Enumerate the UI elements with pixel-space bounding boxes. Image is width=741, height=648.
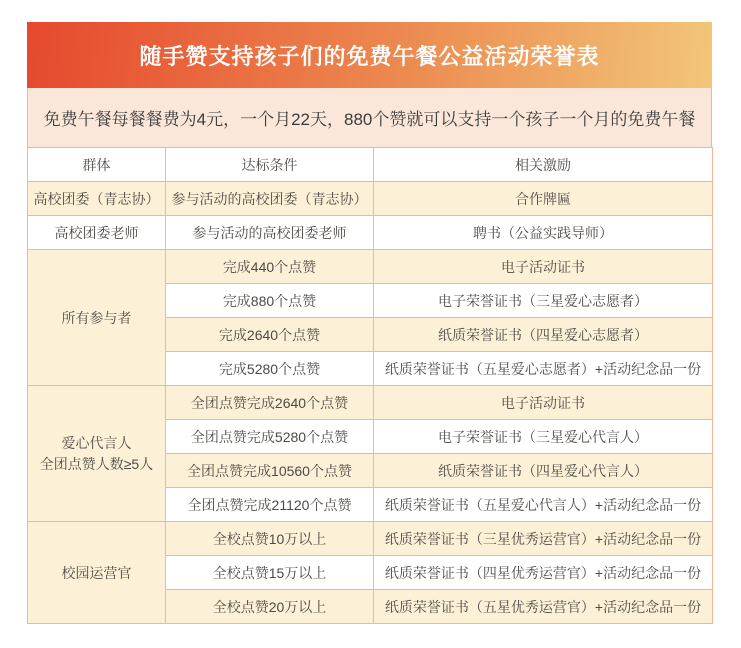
table-row [28,386,713,420]
table-row [28,522,713,556]
column-header-reward: 相关激励 [374,148,713,182]
column-header-group: 群体 [28,148,166,182]
reward-cell: 电子活动证书 [374,250,713,284]
reward-cell: 合作牌匾 [374,182,713,216]
condition-cell: 全团点赞完成10560个点赞 [166,454,374,488]
reward-cell: 纸质荣誉证书（五星爱心代言人）+活动纪念品一份 [374,488,713,522]
reward-cell: 纸质荣誉证书（四星爱心代言人） [374,454,713,488]
condition-cell: 全团点赞完成5280个点赞 [166,420,374,454]
condition-cell: 完成5280个点赞 [166,352,374,386]
group-cell: 高校团委（青志协） [28,182,166,216]
group-cell: 所有参与者 [28,250,166,386]
condition-cell: 参与活动的高校团委（青志协） [166,182,374,216]
condition-cell: 全校点赞20万以上 [166,590,374,624]
subtitle-note: 免费午餐每餐餐费为4元，一个月22天，880个赞就可以支持一个孩子一个月的免费午餐 [27,88,712,147]
column-header-condition: 达标条件 [166,148,374,182]
reward-cell: 纸质荣誉证书（四星爱心志愿者） [374,318,713,352]
table-row [28,216,713,250]
condition-cell: 全校点赞10万以上 [166,522,374,556]
reward-cell: 纸质荣誉证书（四星优秀运营官）+活动纪念品一份 [374,556,713,590]
reward-cell: 电子活动证书 [374,386,713,420]
table-row [28,250,713,284]
group-cell [28,386,166,522]
reward-cell: 电子荣誉证书（三星爱心志愿者） [374,284,713,318]
honor-table-page [27,22,712,624]
honor-table [27,147,713,624]
group-label-line2: 全团点赞人数≥5人 [39,455,154,472]
condition-cell: 完成2640个点赞 [166,318,374,352]
reward-cell: 纸质荣誉证书（五星爱心志愿者）+活动纪念品一份 [374,352,713,386]
condition-cell: 参与活动的高校团委老师 [166,216,374,250]
condition-cell: 完成880个点赞 [166,284,374,318]
table-row [28,182,713,216]
condition-cell: 全校点赞15万以上 [166,556,374,590]
reward-cell: 聘书（公益实践导师） [374,216,713,250]
condition-cell: 全团点赞完成21120个点赞 [166,488,374,522]
table-header-row [28,148,713,182]
page-title: 随手赞支持孩子们的免费午餐公益活动荣誉表 [139,43,600,69]
reward-cell: 纸质荣誉证书（五星优秀运营官）+活动纪念品一份 [374,590,713,624]
group-cell: 校园运营官 [28,522,166,624]
group-cell: 高校团委老师 [28,216,166,250]
banner [27,22,712,88]
reward-cell: 电子荣誉证书（三星爱心代言人） [374,420,713,454]
condition-cell: 完成440个点赞 [166,250,374,284]
condition-cell: 全团点赞完成2640个点赞 [166,386,374,420]
reward-cell: 纸质荣誉证书（三星优秀运营官）+活动纪念品一份 [374,522,713,556]
group-label-line1: 爱心代言人 [61,434,132,451]
